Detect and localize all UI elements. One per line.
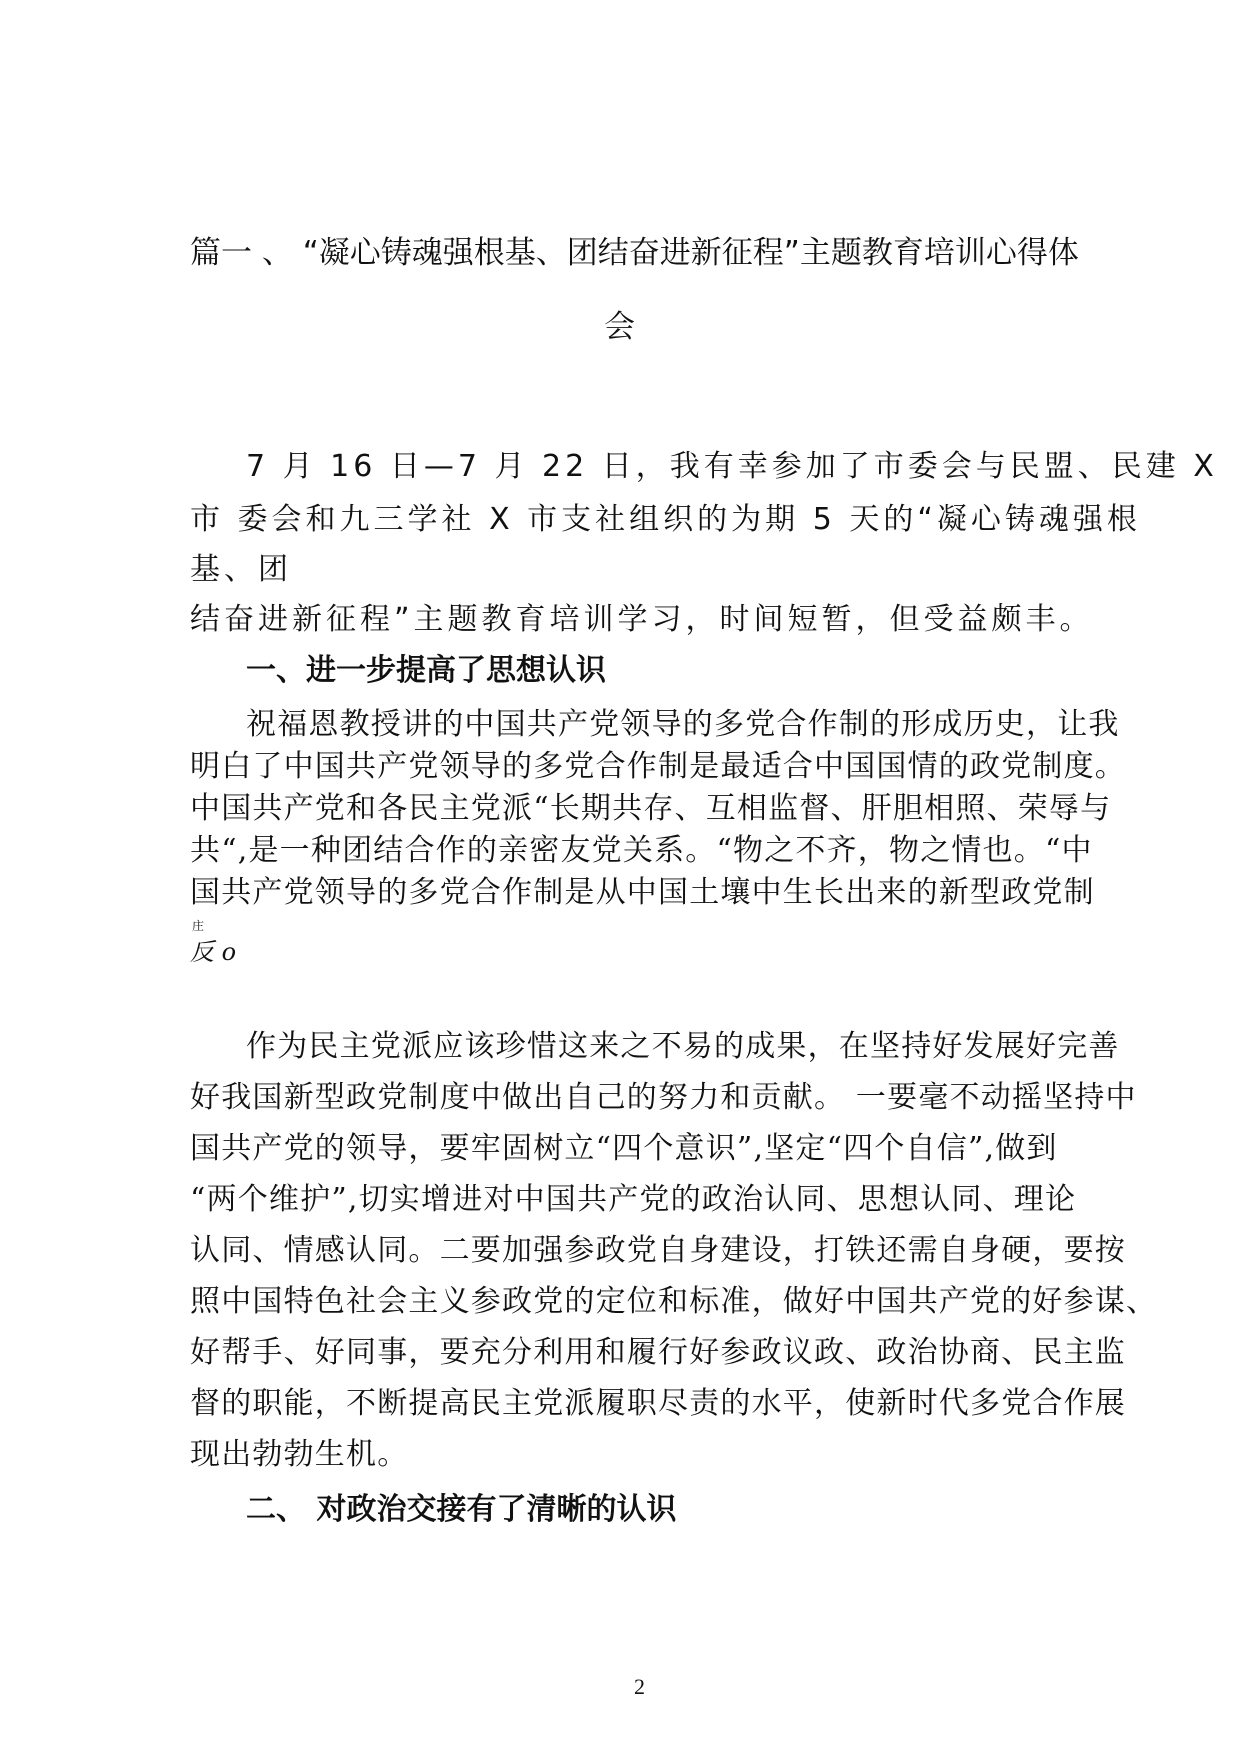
section-1-para-2-line-7: 好帮手、好同事，要充分利用和履行好参政议政、政治协商、民主监	[190, 1335, 1126, 1370]
document-title-line-1: 篇一 、 “凝心铸魂强根基、团结奋进新征程”主题教育培训心得体	[190, 235, 1079, 271]
section-1-para-2-line-5: 认同、情感认同。二要加强参政党自身建设，打铁还需自身硬，要按	[190, 1233, 1126, 1268]
section-1-para-2-line-3: 国共产党的领导，要牢固树立“四个意识”,坚定“四个自信”,做到	[190, 1131, 1058, 1166]
section-1-para-2-line-2: 好我国新型政党制度中做出自己的努力和贡献。 一要毫不动摇坚持中	[190, 1080, 1137, 1115]
section-1-para-1-line-2: 明白了中国共产党领导的多党合作制是最适合中国国情的政党制度。	[190, 749, 1126, 784]
intro-line-3: 基、团	[190, 552, 292, 587]
intro-line-4: 结奋进新征程”主题教育培训学习，时间短暂，但受益颇丰。	[190, 602, 1094, 637]
section-1-para-1-line-4: 共“,是一种团结合作的亲密友党关系。“物之不齐，物之情也。“中	[190, 833, 1093, 868]
intro-line-1: 7 月 16 日—7 月 22 日，我有幸参加了市委会与民盟、民建 X	[246, 449, 1218, 484]
intro-line-2: 市 委会和九三学社 X 市支社组织的为期 5 天的“凝心铸魂强根	[190, 502, 1141, 537]
document-title-line-2: 会	[604, 309, 635, 345]
section-1-para-2-line-8: 督的职能，不断提高民主党派履职尽责的水平，使新时代多党合作展	[190, 1386, 1126, 1421]
section-1-para-2-line-1: 作为民主党派应该珍惜这来之不易的成果，在坚持好发展好完善	[246, 1029, 1120, 1064]
section-1-para-1-line-5: 国共产党领导的多党合作制是从中国土壤中生长出来的新型政党制	[190, 875, 1095, 910]
section-1-para-2-line-4: “两个维护”,切实增进对中国共产党的政治认同、思想认同、理论	[190, 1182, 1077, 1217]
page-number: 2	[634, 1674, 645, 1699]
section-1-para-2-line-6: 照中国特色社会主义参政党的定位和标准，做好中国共产党的好参谋、	[190, 1284, 1158, 1319]
section-1-para-1-line-1: 祝福恩教授讲的中国共产党领导的多党合作制的形成历史，让我	[246, 707, 1120, 742]
section-1-heading: 一、进一步提高了思想认识	[246, 653, 606, 688]
section-1-para-1-artifact: 庄	[192, 919, 205, 933]
section-1-para-1-line-3: 中国共产党和各民主党派“长期共存、互相监督、肝胆相照、荣辱与	[190, 791, 1112, 826]
section-1-para-2-line-9: 现出勃勃生机。	[190, 1437, 409, 1472]
section-2-heading: 二、 对政治交接有了清晰的认识	[246, 1492, 677, 1527]
section-1-para-1-line-6: 反 o	[190, 938, 237, 966]
